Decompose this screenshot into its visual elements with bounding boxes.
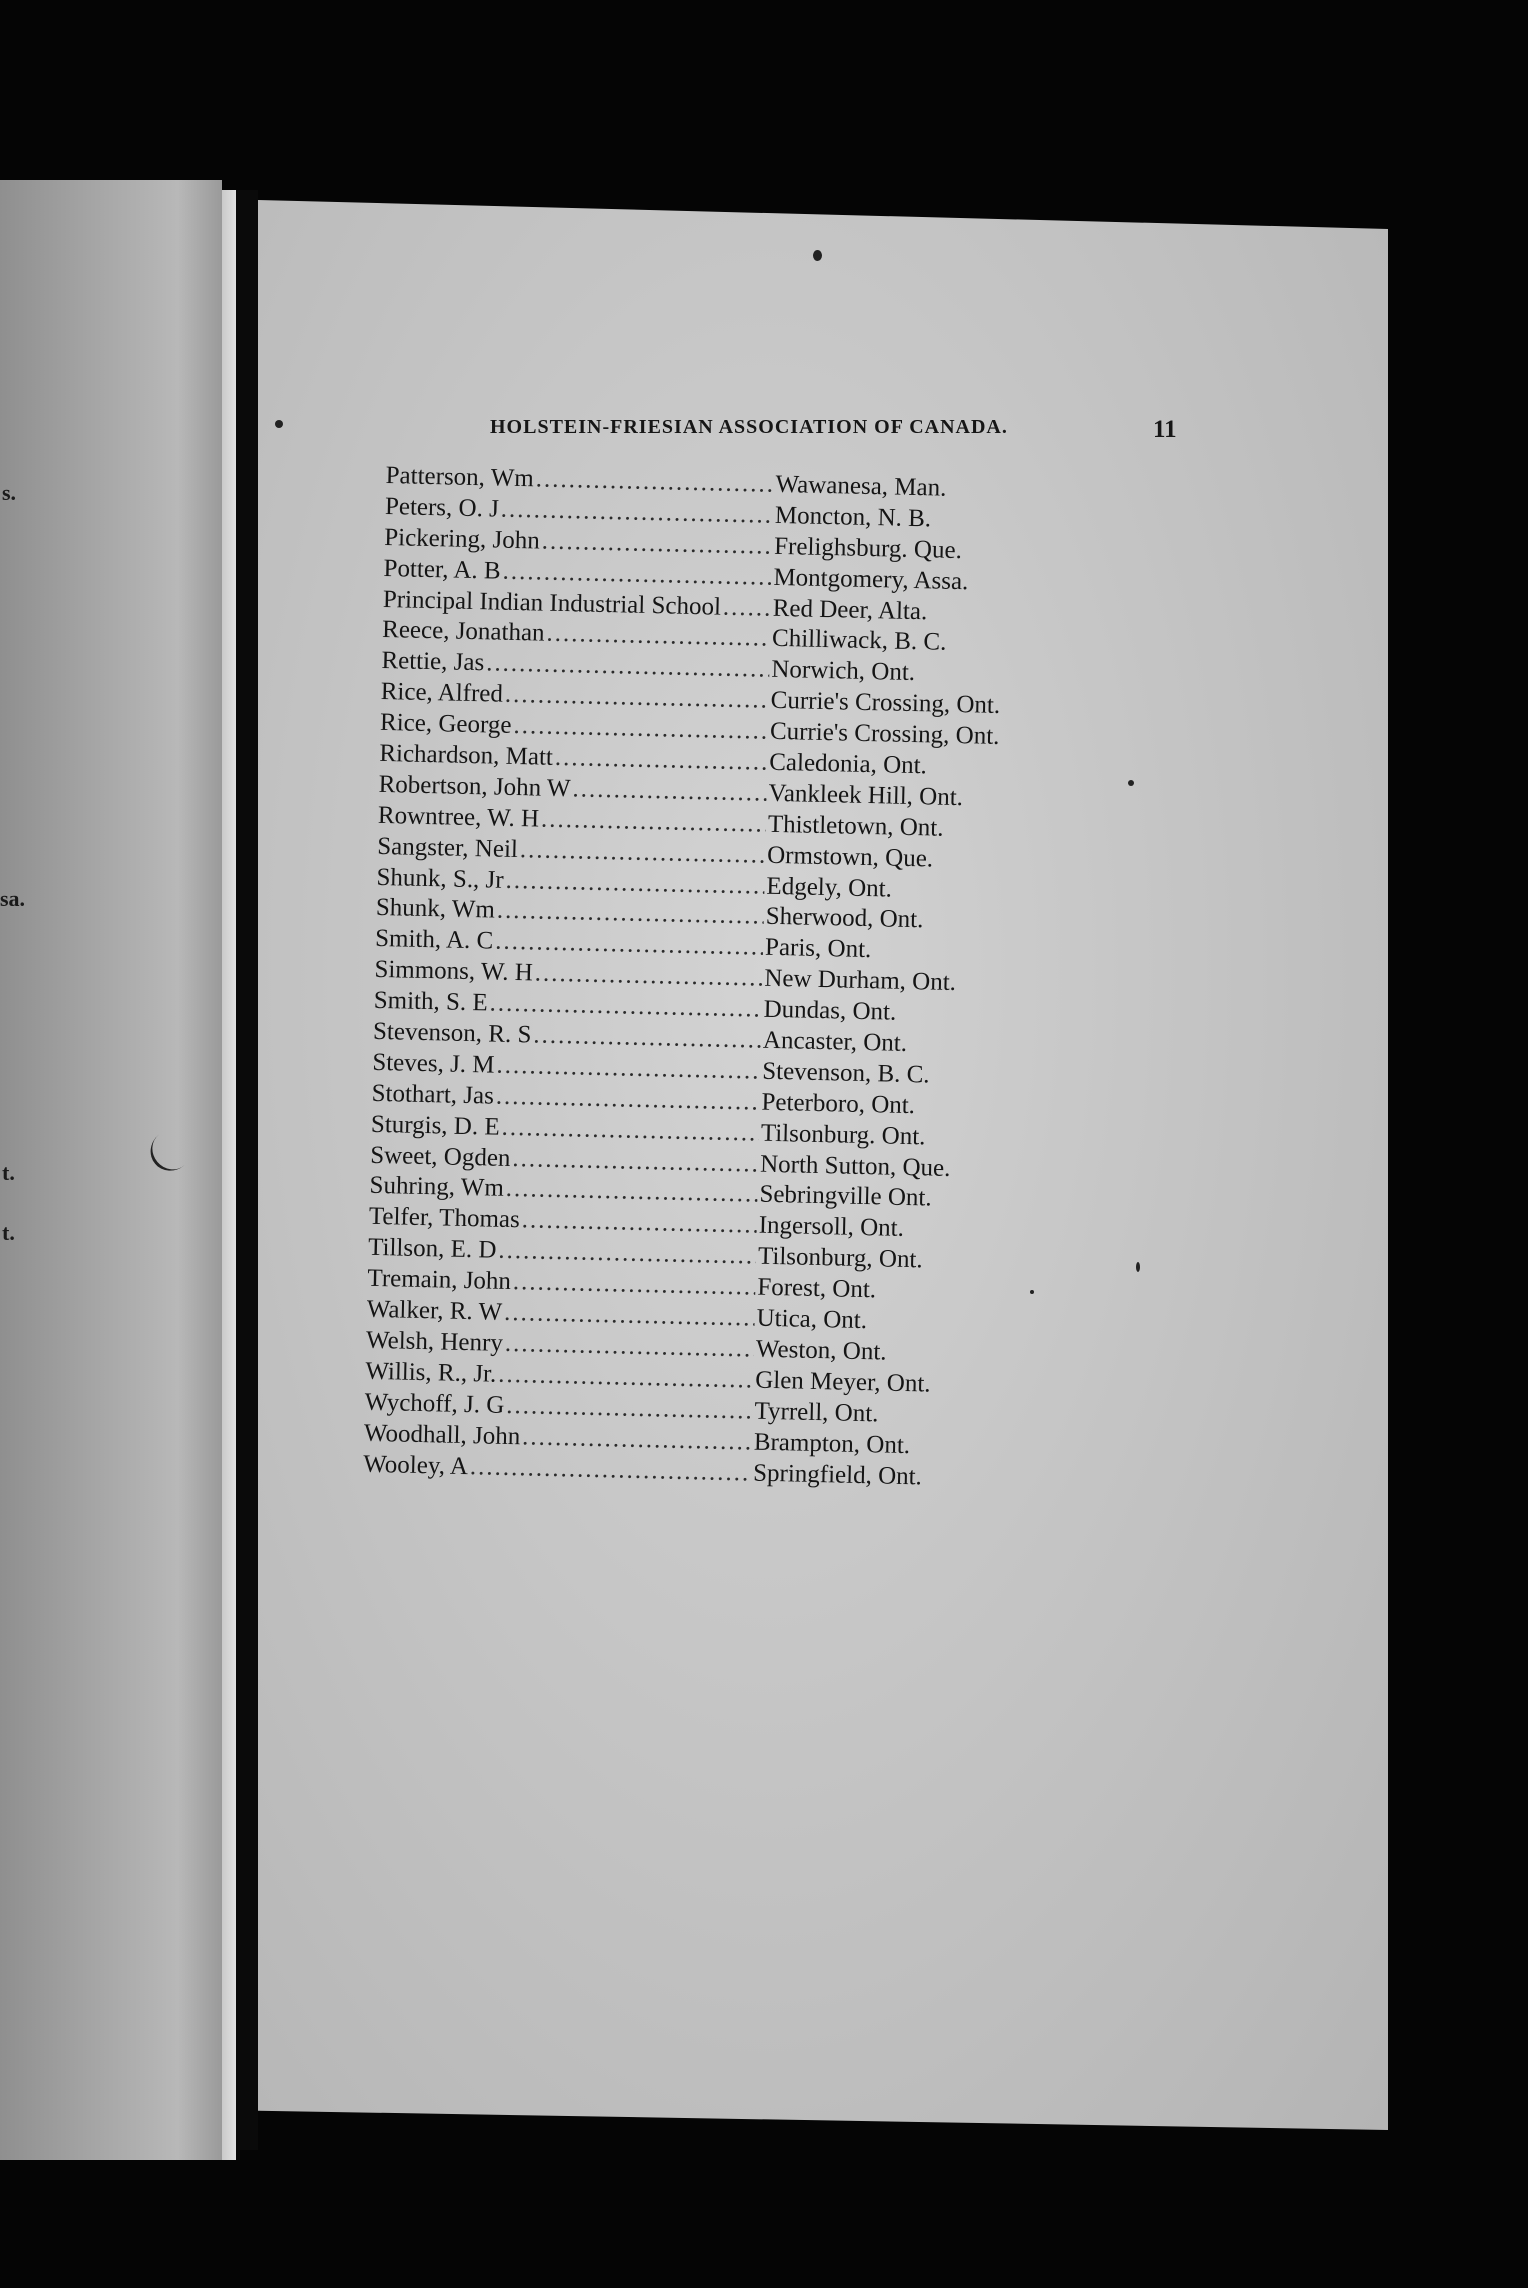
member-name: Peters, O. J <box>384 492 500 523</box>
member-location: Moncton, N. B. <box>774 501 932 533</box>
member-name: Shunk, Wm <box>375 894 496 925</box>
member-location: Thistletown, Ont. <box>767 810 944 842</box>
leader-dots <box>504 1299 755 1333</box>
leader-dots <box>513 712 768 746</box>
member-name: Tremain, John <box>367 1264 512 1296</box>
member-location: Dundas, Ont. <box>763 995 897 1026</box>
member-location: Ingersoll, Ont. <box>758 1212 905 1243</box>
member-location: Vankleek Hill, Ont. <box>768 779 964 812</box>
member-name: Potter, A. B <box>383 554 501 585</box>
book-gutter <box>236 190 258 2150</box>
left-page-text-fragment: s. <box>2 480 17 505</box>
member-name: Wooley, A <box>362 1450 469 1480</box>
member-name: Steves, J. M <box>372 1048 495 1079</box>
leader-dots <box>505 1175 757 1209</box>
member-location: Tyrrell, Ont. <box>754 1397 879 1428</box>
member-name: Robertson, John W <box>378 770 571 803</box>
leader-dots <box>501 1114 759 1148</box>
member-name: Pickering, John <box>383 523 541 555</box>
member-location: Wawanesa, Man. <box>775 470 947 502</box>
leader-dots <box>495 928 763 962</box>
leader-dots <box>486 650 770 684</box>
left-page-text-fragment: t. <box>2 1220 15 1245</box>
leader-dots <box>502 557 771 591</box>
member-location: Tilsonburg. Ont. <box>760 1119 926 1151</box>
ink-speck <box>1128 780 1134 786</box>
member-location: Weston, Ont. <box>755 1335 887 1366</box>
member-name: Rowntree, W. H <box>377 801 540 833</box>
member-name: Telfer, Thomas <box>368 1203 521 1234</box>
leader-dots <box>541 527 772 560</box>
member-location: Ormstown, Que. <box>766 841 934 873</box>
member-location: New Durham, Ont. <box>764 964 957 997</box>
member-location: Red Deer, Alta. <box>772 594 928 625</box>
member-name: Woodhall, John <box>363 1419 521 1450</box>
member-name: Tillson, E. D <box>367 1234 497 1264</box>
member-name: Suhring, Wm <box>369 1172 505 1203</box>
member-location: Glen Meyer, Ont. <box>754 1366 931 1398</box>
ink-speck <box>1030 1290 1034 1294</box>
member-name: Richardson, Matt <box>379 739 554 771</box>
member-name: Sweet, Ogden <box>369 1141 511 1172</box>
member-location: Utica, Ont. <box>756 1304 868 1335</box>
leader-dots <box>572 775 767 807</box>
member-location: Brampton, Ont. <box>753 1428 911 1459</box>
member-name: Wychoff, J. G <box>364 1388 505 1419</box>
member-name: Sturgis, D. E <box>370 1110 500 1141</box>
member-name: Walker, R. W <box>366 1295 503 1326</box>
leader-dots <box>513 1268 756 1301</box>
left-page-edge <box>222 190 236 2160</box>
leader-dots <box>496 1052 760 1086</box>
leader-dots <box>505 866 764 900</box>
member-location: North Sutton, Que. <box>759 1150 951 1182</box>
member-name: Sangster, Neil <box>376 832 519 863</box>
leader-dots <box>496 1082 760 1116</box>
member-location: Springfield, Ont. <box>752 1459 923 1490</box>
member-name: Welsh, Henry <box>365 1326 504 1357</box>
left-page-text-fragment: sa. <box>0 886 26 911</box>
member-name: Patterson, Wm <box>385 462 535 493</box>
member-location: Peterboro, Ont. <box>761 1088 916 1119</box>
member-location: Currie's Crossing, Ont. <box>769 717 1000 751</box>
member-location: Edgely, Ont. <box>766 872 893 903</box>
leader-dots <box>521 1207 757 1240</box>
leader-dots <box>497 897 765 931</box>
leader-dots <box>520 836 766 870</box>
leader-dots <box>522 1423 752 1456</box>
member-list <box>363 462 1106 1497</box>
member-location: Currie's Crossing, Ont. <box>770 687 1001 720</box>
leader-dots <box>723 593 771 622</box>
leader-dots <box>505 1330 755 1364</box>
ink-speck <box>1136 1262 1140 1272</box>
member-location: Frelighsburg. Que. <box>773 532 963 564</box>
leader-dots <box>489 990 762 1024</box>
member-name: Rice, George <box>379 709 512 740</box>
member-location: Stevenson, B. C. <box>761 1057 930 1089</box>
leader-dots <box>498 1361 754 1395</box>
leader-dots <box>501 496 774 530</box>
member-location: Sebringville Ont. <box>759 1181 932 1213</box>
left-page-text-fragment: t. <box>2 1160 15 1185</box>
member-location: Tilsonburg, Ont. <box>757 1242 923 1274</box>
member-location: Norwich, Ont. <box>771 656 916 687</box>
member-name: Smith, A. C <box>374 925 494 955</box>
member-location: Montgomery, Assa. <box>773 563 969 595</box>
leader-dots <box>541 805 766 838</box>
member-location: Ancaster, Ont. <box>762 1026 908 1057</box>
member-location: Caledonia, Ont. <box>768 748 928 780</box>
member-name: Willis, R., Jr. <box>365 1357 497 1388</box>
leader-dots <box>533 1022 761 1055</box>
ink-speck <box>813 250 822 261</box>
member-name: Stevenson, R. S <box>372 1017 532 1049</box>
member-name: Smith, S. E <box>373 987 488 1017</box>
leader-dots <box>534 960 762 993</box>
left-facing-page <box>0 180 222 2160</box>
member-name: Rettie, Jas <box>381 647 485 677</box>
leader-dots <box>505 681 769 715</box>
member-name: Principal Indian Industrial School <box>382 585 722 621</box>
leader-dots <box>512 1145 758 1179</box>
page-number: 11 <box>1153 416 1177 443</box>
member-name: Stothart, Jas <box>371 1079 495 1110</box>
ink-dot-mark <box>275 420 283 428</box>
leader-dots <box>555 744 768 777</box>
leader-dots <box>535 465 773 498</box>
leader-dots <box>506 1392 753 1426</box>
member-name: Rice, Alfred <box>380 678 504 708</box>
member-location: Sherwood, Ont. <box>765 903 924 934</box>
member-location: Chilliwack, B. C. <box>771 625 947 657</box>
running-header: HOLSTEIN-FRIESIAN ASSOCIATION OF CANADA. <box>490 416 1008 438</box>
member-location: Forest, Ont. <box>757 1273 877 1304</box>
member-name: Simmons, W. H <box>374 956 534 987</box>
leader-dots <box>546 620 770 653</box>
member-name: Shunk, S., Jr <box>376 863 504 894</box>
leader-dots <box>470 1453 752 1487</box>
leader-dots <box>498 1237 756 1271</box>
member-location: Paris, Ont. <box>764 934 872 964</box>
member-name: Reece, Jonathan <box>381 616 545 648</box>
